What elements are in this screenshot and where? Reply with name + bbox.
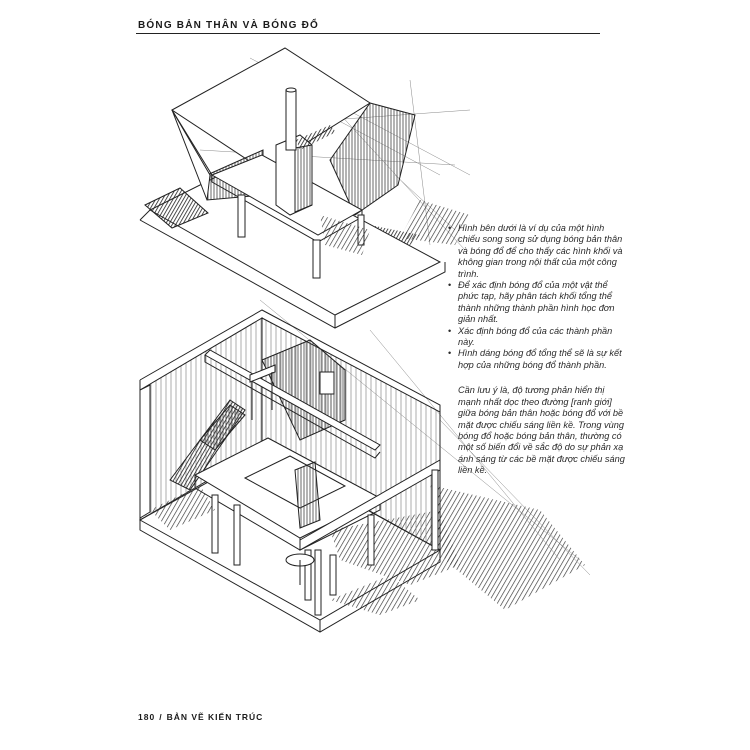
bullet-item: • Hình dáng bóng đổ tổng thể sẽ là sự kết hợp của những bóng đổ thành phần. xyxy=(448,348,628,371)
bullet-list xyxy=(448,223,628,371)
footer-separator: / xyxy=(159,712,163,722)
bullet-item: • Hình bên dưới là ví dụ của một hình chiếu song song sử dụng bóng bản thân và bóng đổ để cho thấy các hình khối và không gian trong nội thất của một công trình. xyxy=(448,223,628,280)
bullet-item: • Xác định bóng đổ của các thành phần này. xyxy=(448,326,628,349)
bullet-item: • Để xác định bóng đổ của một vật thể phức tạp, hãy phân tách khối tổng thể thành những thành phần hình học đơn giản nhất. xyxy=(448,280,628,326)
note-paragraph: Cần lưu ý là, độ tương phản hiển thị mạnh nhất dọc theo đường [ranh giới] giữa bóng bản thân hoặc bóng đổ với bề mặt được chiếu sáng liền kề. Trong vùng bóng đổ hoặc bóng bản thân, thường có một số biến đổi về sắc độ do sự phản xạ ánh sáng từ các bề mặt được chiếu sáng liền kề. xyxy=(458,385,625,476)
top-axonometric-drawing xyxy=(140,48,470,328)
page-number: 180 xyxy=(138,712,156,722)
page-footer xyxy=(138,712,263,722)
body-text xyxy=(448,223,628,477)
chapter-title: BÓNG BẢN THÂN VÀ BÓNG ĐỔ xyxy=(138,20,320,31)
book-title: BẢN VẼ KIẾN TRÚC xyxy=(166,712,264,722)
